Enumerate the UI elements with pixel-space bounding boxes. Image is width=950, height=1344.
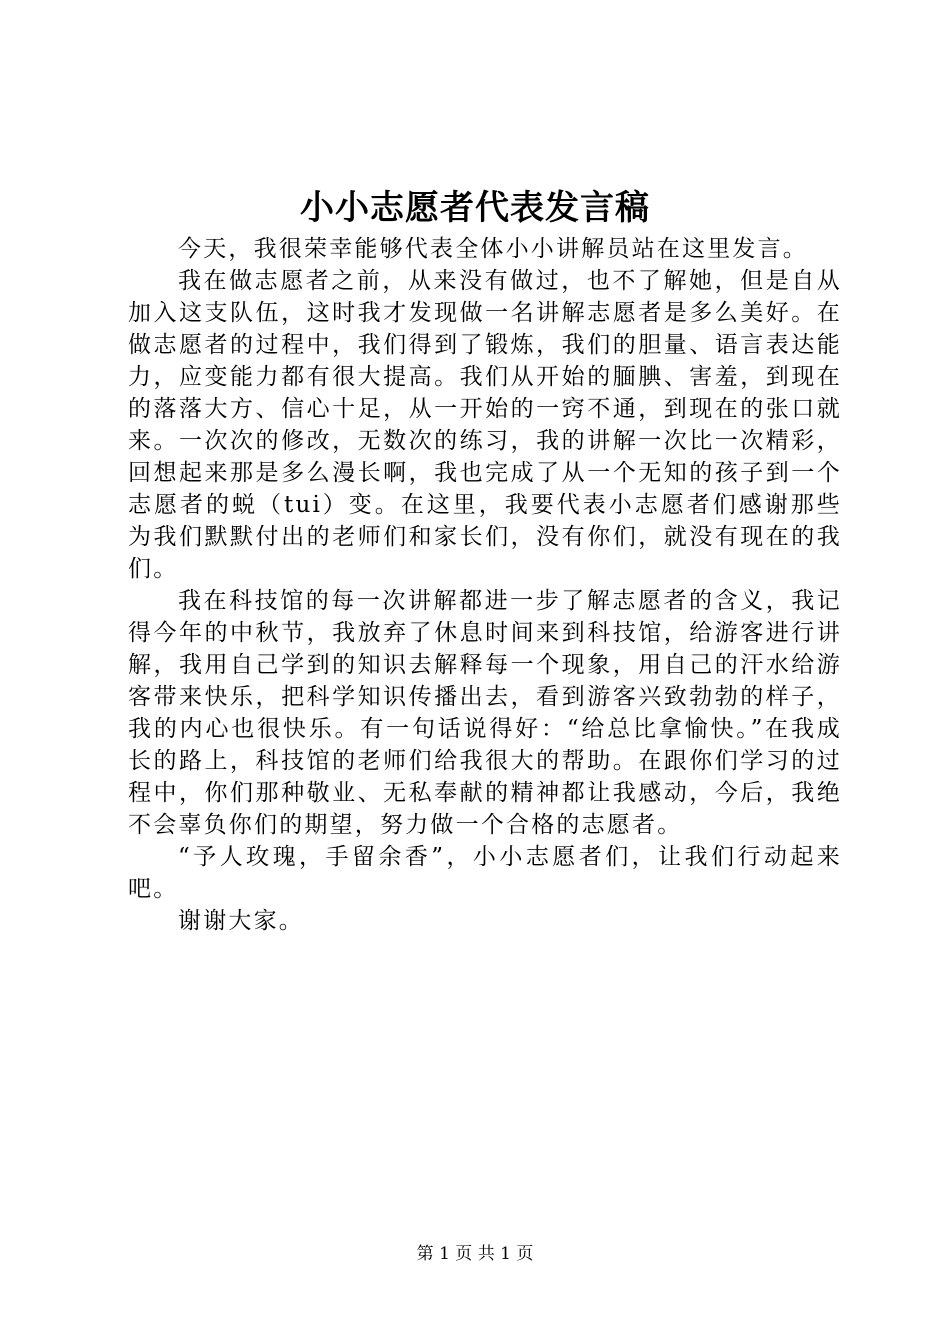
paragraph-science-museum: 我在科技馆的每一次讲解都进一步了解志愿者的含义，我记得今年的中秋节，我放弃了休息时间来到科技馆，给游客进行讲解，我用自己学到的知识去解释每一个现象，用自己的汗水给游客带来快乐，把科学知识传播出去，看到游客兴致勃勃的样子，我的内心也很快乐。有一句话说得好：“给总比拿愉快。”在我成长的路上，科技馆的老师们给我很大的帮助。在跟你们学习的过程中，你们那种敬业、无私奉献的精神都让我感动，今后，我绝不会辜负你们的期望，努力做一个合格的志愿者。 (128, 588, 842, 838)
paragraph-opening: 今天，我很荣幸能够代表全体小小讲解员站在这里发言。 (178, 236, 808, 262)
paragraph-thanks: 谢谢大家。 (178, 908, 304, 934)
paragraph-volunteer-experience: 我在做志愿者之前，从来没有做过，也不了解她，但是自从加入这支队伍，这时我才发现做一名讲解志愿者是多么美好。在做志愿者的过程中，我们得到了锻炼，我们的胆量、语言表达能力，应变能力都有很大提高。我们从开始的腼腆、害羞，到现在的落落大方、信心十足，从一开始的一窍不通，到现在的张口就来。一次次的修改，无数次的练习，我的讲解一次比一次精彩，回想起来那是多么漫长啊，我也完成了从一个无知的孩子到一个志愿者的蜕（tui）变。在这里，我要代表小志愿者们感谢那些为我们默默付出的老师们和家长们，没有你们，就没有现在的我们。 (128, 268, 842, 582)
document-body (128, 233, 842, 937)
page-footer: 第 1 页 共 1 页 (416, 1244, 534, 1264)
document-title: 小小志愿者代表发言稿 (300, 188, 650, 228)
paragraph-call-to-action: “予人玫瑰，手留余香”，小小志愿者们，让我们行动起来吧。 (128, 844, 842, 902)
